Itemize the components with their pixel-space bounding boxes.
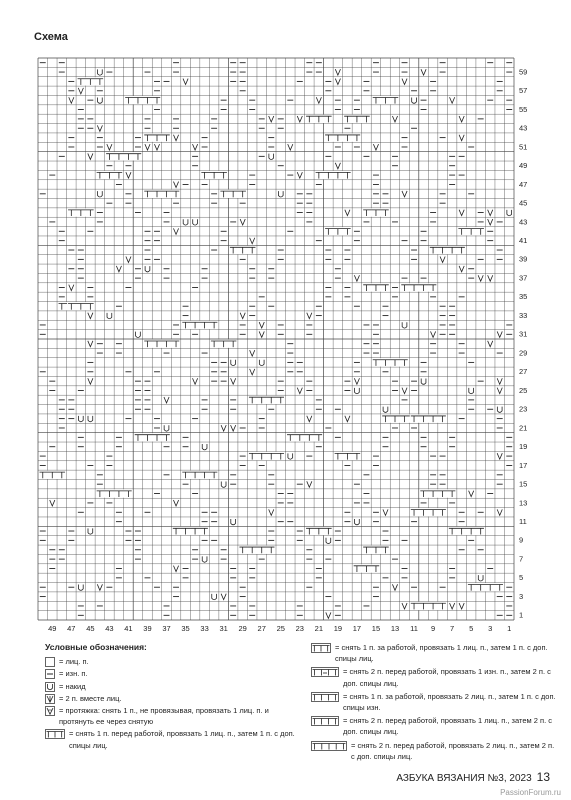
- cross-1-1-front-icon: [45, 729, 65, 739]
- row-label: 25: [519, 385, 528, 395]
- cross-1-2-back-icon: [311, 692, 339, 702]
- row-label: 37: [519, 273, 528, 283]
- column-label: 35: [181, 624, 190, 633]
- row-label: 27: [519, 367, 528, 377]
- legend-item-text: = накид: [59, 681, 86, 691]
- row-label: 15: [519, 479, 528, 489]
- legend-item-text: = протяжка: снять 1 п., не провязывая, провязать 1 лиц. п. и протянуть ее через снятую: [59, 706, 269, 727]
- legend-item: [45, 656, 300, 667]
- legend-item: [311, 715, 556, 737]
- column-label: 27: [257, 624, 266, 633]
- column-label: 37: [162, 624, 171, 633]
- column-label: 33: [200, 624, 209, 633]
- legend-item: [45, 705, 300, 727]
- legend-item-text: = снять 2 п. перед работой, провязать 1 изн. п., затем 2 п. с доп. спицы лиц.: [343, 667, 551, 688]
- legend-item-text: = снять 1 п. за работой, провязать 1 лиц. п., затем 1 п. с доп. спицы лиц.: [335, 643, 548, 664]
- column-label: 41: [124, 624, 133, 633]
- row-label: 21: [519, 423, 528, 433]
- column-label: 49: [48, 624, 57, 633]
- legend-heading: Условные обозначения:: [45, 642, 147, 652]
- row-label: 47: [519, 179, 528, 189]
- row-label: 43: [519, 123, 528, 133]
- legend-item-text: = снять 1 п. за работой, провязать 2 лиц. п., затем 1 п. с доп. спицы изн.: [343, 691, 556, 713]
- legend-item: [45, 681, 300, 692]
- pull-through-icon: [45, 706, 55, 716]
- column-label: 31: [219, 624, 228, 633]
- page-number: 13: [536, 770, 550, 784]
- row-label: 29: [519, 348, 528, 358]
- cross-2-2-front-icon: [311, 741, 347, 751]
- column-label: 13: [390, 624, 400, 633]
- legend-item-text: = 2 п. вместе лиц.: [59, 693, 122, 703]
- row-label: 17: [519, 460, 528, 470]
- chart-title: Схема: [34, 31, 68, 43]
- cross-2-1-front-purl-icon: [311, 667, 339, 677]
- row-label: 55: [519, 104, 528, 114]
- page-footer: [396, 770, 550, 784]
- column-label: 1: [507, 624, 512, 633]
- row-label: 19: [519, 442, 528, 452]
- legend-item-text: = лиц. п.: [59, 657, 89, 667]
- legend-item: [311, 642, 556, 664]
- row-label: 49: [519, 161, 528, 171]
- chart-stitch-marks: [39, 63, 513, 619]
- row-label: 57: [519, 86, 528, 96]
- column-label: 17: [352, 624, 362, 633]
- row-label: 35: [519, 292, 528, 302]
- column-label: 25: [276, 624, 285, 633]
- chart-grid: [38, 58, 514, 620]
- column-label: 15: [371, 624, 381, 633]
- column-label: 11: [410, 624, 418, 633]
- legend-item-text: = снять 2 п. перед работой, провязать 1 лиц. п., затем 2 п. с доп. спицы лиц.: [343, 716, 552, 737]
- row-label: 5: [519, 573, 524, 583]
- column-label: 47: [67, 624, 76, 633]
- row-label: 3: [519, 591, 524, 601]
- legend-item-text: = снять 1 п. перед работой, провязать 1 лиц. п., затем 1 п. с доп. спицы лиц.: [69, 729, 295, 750]
- legend-item: [311, 666, 556, 688]
- legend-item: [311, 691, 556, 713]
- row-label: 9: [519, 535, 524, 545]
- legend-item: [45, 668, 300, 679]
- column-label: 43: [105, 624, 114, 633]
- knit-square-icon: [45, 657, 55, 667]
- column-label: 5: [469, 624, 474, 633]
- row-label: 33: [519, 310, 528, 320]
- magazine-name: АЗБУКА ВЯЗАНИЯ №3, 2023: [396, 773, 532, 784]
- legend-item: [311, 740, 556, 762]
- row-label: 31: [519, 329, 528, 339]
- legend-item-text: = изн. п.: [59, 669, 88, 679]
- legend-item-text: = снять 2 п. перед работой, провязать 2 лиц. п., затем 2 п. с доп. спицы лиц.: [351, 740, 555, 761]
- column-label: 3: [488, 624, 493, 633]
- column-label: 7: [450, 624, 455, 633]
- legend-item: [45, 728, 300, 750]
- yarn-over-icon: [45, 682, 55, 692]
- row-label: 13: [519, 498, 528, 508]
- legend-left: [45, 642, 300, 752]
- row-label: 45: [519, 198, 528, 208]
- cross-2-1-front-icon: [311, 716, 339, 726]
- k2tog-icon: [45, 694, 55, 704]
- column-label: 29: [238, 624, 247, 633]
- legend-right: [311, 642, 556, 764]
- column-label: 9: [430, 624, 436, 633]
- row-label: 41: [519, 235, 528, 245]
- row-label: 59: [519, 67, 528, 77]
- column-label: 39: [143, 624, 152, 633]
- column-label: 45: [86, 624, 95, 633]
- row-label: 1: [519, 610, 524, 620]
- cross-1-1-back-icon: [311, 643, 331, 653]
- watermark: PassionForum.ru: [500, 788, 561, 797]
- column-label: 23: [295, 624, 304, 633]
- row-label: 51: [519, 142, 528, 152]
- row-label: 7: [519, 554, 524, 564]
- row-label: 43: [519, 217, 528, 227]
- purl-dash-icon: [45, 669, 55, 679]
- row-label: 23: [519, 404, 528, 414]
- column-label: 19: [333, 624, 343, 633]
- row-label: 39: [519, 254, 528, 264]
- legend-item: [45, 693, 300, 704]
- column-label: 21: [314, 624, 324, 633]
- row-label: 11: [519, 516, 527, 526]
